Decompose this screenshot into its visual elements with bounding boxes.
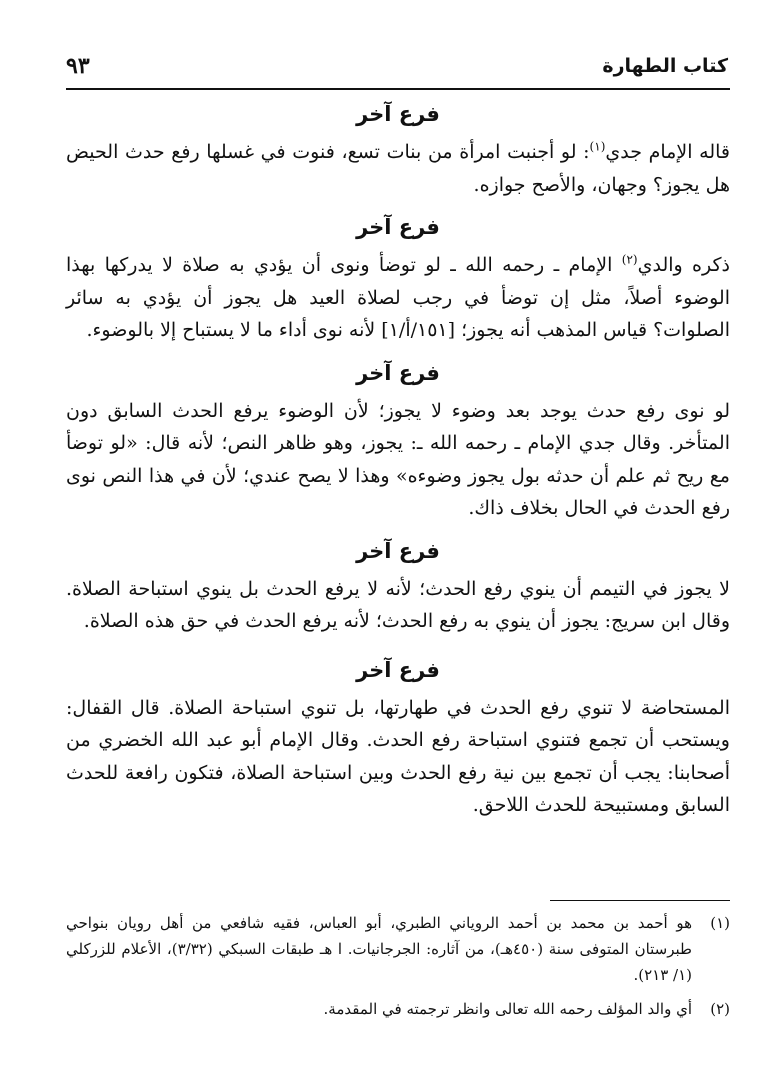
footnote <box>66 996 730 1022</box>
section-2 <box>66 205 730 347</box>
page-header <box>66 48 728 84</box>
main-text <box>66 92 730 822</box>
section-body: ذكره والدي$^{(٢)}$ الإمام ـ رحمه الله ـ لو توضأ ونوى أن يؤدي به صلاة لا يدركها بهذا الوضوء أصلاً، مثل إن توضأ في رجب لصلاة العيد هل يجوز أن يؤدي به سائر الصلوات؟ قياس المذهب أنه يجوز؛ [١٥١/أ/١] لأنه نوى أداء ما لا يستباح إلا بالوضوء. <box>66 252 731 341</box>
section-title: فرع آخر <box>356 215 440 239</box>
footnote <box>66 910 730 988</box>
page-number: ٩٣ <box>66 53 90 79</box>
section-title: فرع آخر <box>356 360 440 385</box>
section-1 <box>66 92 730 201</box>
footnote-text: أي والد المؤلف رحمه الله تعالى وانظر ترجمته في المقدمة. <box>323 1000 692 1018</box>
footnote-number: (١) <box>710 914 730 932</box>
section-3 <box>66 351 730 525</box>
footnote-separator <box>550 900 730 901</box>
section-title: فرع آخر <box>356 102 440 126</box>
footnotes <box>66 910 730 1030</box>
section-title: فرع آخر <box>356 538 440 563</box>
section-body: المستحاضة لا تنوي رفع الحدث في طهارتها، بل تنوي استباحة الصلاة. قال القفال: ويستحب أن تجمع فتنوي استباحة رفع الحدث. وقال الإمام أبو عبد الله الخضري من أصحابنا: يجب أن تجمع بين نية رفع الحدث وبين استباحة الصلاة، فتكون رافعة للحدث السابق ومستبيحة للحدث اللاحق. <box>66 696 730 816</box>
running-title: كتاب الطهارة <box>602 55 728 77</box>
header-rule <box>66 88 730 90</box>
section-5 <box>66 648 730 822</box>
section-body: قاله الإمام جدي$^{(١)}$: لو أجنبت امرأة من بنات تسع، فنوت في غسلها رفع حدث الحيض هل يجوز؟ وجهان، والأصح جوازه. <box>66 139 730 196</box>
section-4 <box>66 529 730 638</box>
section-body: لا يجوز في التيمم أن ينوي رفع الحدث؛ لأنه لا يرفع الحدث بل ينوي استباحة الصلاة. وقال ابن سريج: يجوز أن ينوي به رفع الحدث؛ لأنه يرفع الحدث في حق هذه الصلاة. <box>66 577 730 632</box>
section-title: فرع آخر <box>356 657 440 682</box>
footnote-number: (٢) <box>710 1000 730 1018</box>
footnote-text: هو أحمد بن محمد بن أحمد الروياني الطبري، أبو العباس، فقيه شافعي من أهل رويان بنواحي طبرستان المتوفى سنة (٤٥٠هـ)، من آثاره: الجرجانيات. ا هـ طبقات السبكي (٣/٣٢)، الأعلام للزركلي (١/ ٢١٣). <box>66 914 692 984</box>
section-body: لو نوى رفع حدث يوجد بعد وضوء لا يجوز؛ لأن الوضوء يرفع الحدث السابق دون المتأخر. وقال جدي الإمام ـ رحمه الله ـ: يجوز، وهو ظاهر النص؛ لأنه قال: «لو توضأ مع ريح ثم علم أن حدثه بول يجوز وضوءه» وهذا لا يصح عندي؛ لأن في هذا النص نوى رفع الحدث في الحال بخلاف ذاك. <box>66 399 730 519</box>
